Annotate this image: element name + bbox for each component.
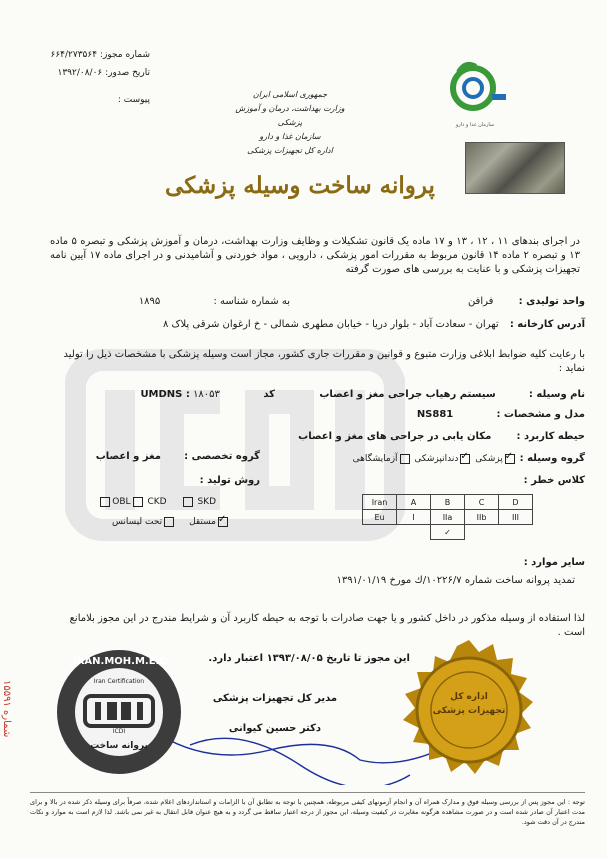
group-option-dental: دندانپزشکی — [414, 454, 459, 464]
ministry-header — [230, 88, 350, 158]
attachment-block — [30, 94, 150, 107]
footer-statement: لذا استفاده از وسیله مذکور در داخل کشور و یا جهت صادرات با توجه به حیطه کاربرد آن و شرایط مندرج در این مجوز بلامانع است . — [69, 613, 585, 638]
usage-row — [250, 430, 585, 444]
ministry-line-3: سازمان غذا و دارو — [259, 132, 321, 141]
signatory-name: دکتر حسین کیوانی — [228, 723, 322, 734]
method-options-2 — [90, 516, 230, 529]
method-label: روش تولید : — [199, 475, 260, 486]
other-items-label-row — [300, 556, 585, 570]
other-items-label: سایر موارد : — [523, 557, 585, 568]
group-option-medical: پزشکی — [475, 454, 503, 464]
umdns-label: کد UMDNS : — [140, 389, 275, 400]
specialty-label: گروه تخصصی : — [184, 451, 260, 462]
risk-row-iran — [363, 495, 533, 510]
checkbox-dental — [460, 454, 470, 464]
national-id-value: ۱۸۹۵ — [138, 296, 161, 307]
document-title: پروانه ساخت وسیله پزشکی — [165, 172, 435, 199]
side-serial-number: ۱۵۵۹۱ شماره — [1, 680, 12, 738]
model-value: NS881 — [416, 409, 454, 420]
method-ckd: CKD — [147, 497, 167, 507]
validity-statement: این مجوز تا تاریخ ۱۳۹۳/۰۸/۰۵ اعتبار دارد. — [208, 653, 410, 664]
risk-cell: III — [499, 510, 533, 525]
checkbox-skd — [100, 497, 110, 507]
intro-paragraph: در اجرای بندهای ۱۱ ، ۱۲ ، ۱۳ و ۱۷ ماده یک قانون تشکیلات و وظایف وزارت بهداشت، درمان و آموزش پزشکی و تبصره ۵ ماده ۱۳ و تبصره ۲ ماده ۱۴ قانون مربوط به مقررات امور پزشکی ، دارویی ، مواد خوردنی و آشامیدنی و در اجرای ماده ۱۷ آیین نامه تجهیزات پزشکی و با عنایت به بررسی های صورت گرفته — [50, 236, 580, 275]
fdo-emblem-icon — [440, 58, 510, 118]
address-label: آدرس کارخانه : — [509, 319, 585, 330]
checkbox-licensed — [164, 517, 174, 527]
checkbox-independent — [218, 517, 228, 527]
fdo-logo-caption: سازمان غذا و دارو — [455, 122, 495, 128]
ministry-line-4: اداره کل تجهیزات پزشکی — [247, 146, 333, 155]
risk-cell: C — [465, 495, 499, 510]
ministry-line-2: وزارت بهداشت، درمان و آموزش پزشکی — [235, 104, 345, 127]
note-text: توجه : این مجوز پس از بررسی وسیله فوق و مدارک همراه آن و انجام آزمونهای کیفی مربوطه، همچنین با توجه به تطابق آن با الزامات و استانداردهای اعلام شده، صرفاً برای وسیله ذکر شده در بالا و برای مدت اعتبار آن صادر شده است و در صورت مشاهده هرگونه مغایرت در کیفیت وسیله، این مجوز از درجه اعتبار ساقط می گردد و به هیچ عنوان قابل انتقال به غیر نمی باشد. لذا لازم است به موارد و نکات مندرج در آن دقت شود. — [30, 798, 585, 826]
stamp-cert-text: Iran Certification — [93, 678, 145, 685]
risk-class-row — [480, 474, 585, 488]
stamp-top-text: IRAN.MOH.M.E.D — [73, 656, 168, 667]
risk-cell: B — [431, 495, 465, 510]
risk-class-label: کلاس خطر : — [523, 475, 585, 486]
ministry-line-1: جمهوری اسلامی ایران — [252, 90, 328, 99]
hologram-sticker — [465, 142, 565, 194]
risk-class-table — [362, 494, 533, 540]
method-skd: SKD — [197, 497, 216, 507]
permit-number-block — [30, 49, 150, 62]
attachment-label: پیوست : — [117, 95, 150, 105]
checkbox-medical — [505, 454, 515, 464]
risk-cell: Iran — [363, 495, 397, 510]
risk-row-check — [363, 525, 533, 540]
device-name-row — [250, 388, 585, 402]
umdns-value: ۱۸۰۵۳ — [193, 389, 220, 400]
national-id-label: به شماره شناسه : — [213, 296, 290, 307]
permit-number-label: شماره مجوز: — [99, 50, 150, 60]
risk-cell: A — [397, 495, 431, 510]
producer-value: فرافن — [467, 296, 494, 307]
other-items-text: تمدید پروانه ساخت شماره ۱۰۲۲۶/۷/ك مورخ ۱۳۹۱/۰۱/۱۹ — [336, 575, 575, 586]
gold-seal — [395, 638, 543, 786]
stamp-logo-text: ICDI — [112, 728, 126, 735]
checkbox-ckd — [183, 497, 193, 507]
iran-certification-stamp — [55, 648, 183, 776]
producer-label: واحد تولیدی : — [518, 296, 585, 307]
checkbox-lab — [400, 454, 410, 464]
model-label: مدل و مشخصات : — [496, 409, 585, 420]
umdns-row — [95, 388, 275, 402]
stamp-caption: پروانه ساخت — [90, 741, 148, 751]
usage-label: حیطه کاربرد : — [516, 431, 585, 442]
usage-value: مکان یابی در جراحی های مغز و اعصاب — [298, 431, 492, 442]
compliance-text: با رعایت کلیه ضوابط ابلاغی وزارت متبوع و قوانین و مقررات جاری کشور، مجاز است وسیله پزشکی با مشخصات ذیل را تولید نماید : — [63, 349, 585, 374]
checkbox-obl — [133, 497, 143, 507]
group-option-lab: آزمایشگاهی — [352, 454, 398, 464]
risk-row-eu — [363, 510, 533, 525]
method-independent: مستقل — [189, 517, 216, 527]
method-obl: OBL — [112, 497, 131, 507]
gold-seal-text: اداره کل تجهیزات پزشکی — [432, 692, 506, 716]
risk-cell: IIa — [431, 510, 465, 525]
issue-date-label: تاریخ صدور: — [105, 68, 150, 78]
address-value: تهران - سعادت آباد - بلوار دریا - خیابان مطهری شمالی - خ ارغوان شرقی پلاک ۸ — [162, 319, 499, 330]
model-row — [250, 408, 585, 422]
signatory-role: مدیر کل تجهیزات پزشکی — [212, 693, 338, 704]
device-name-value: سیستم رهیاب جراحی مغز و اعصاب — [319, 389, 496, 400]
address-row — [40, 318, 585, 332]
risk-cell: I — [397, 510, 431, 525]
risk-cell: Eu — [363, 510, 397, 525]
issue-date: ۱۳۹۲/۰۸/۰۶ — [57, 68, 103, 78]
issue-date-block — [30, 67, 150, 80]
certification-seal-icon — [55, 648, 183, 776]
device-name-label: نام وسیله : — [528, 389, 585, 400]
permit-number: ۶۶۴/۲۷۳۵۶۴ — [50, 50, 98, 60]
specialty-value: مغز و اعصاب — [95, 451, 161, 462]
method-options-1 — [70, 496, 230, 509]
risk-check-mark: ✓ — [431, 525, 465, 540]
risk-cell: D — [499, 495, 533, 510]
device-group-label: گروه وسیله : — [519, 453, 585, 464]
device-group-row — [280, 452, 585, 466]
risk-cell: IIb — [465, 510, 499, 525]
fdo-logo — [440, 58, 510, 128]
note-divider — [30, 792, 585, 793]
national-id-row — [110, 295, 290, 309]
method-row — [150, 474, 260, 488]
method-licensed: تحت لیسانس — [111, 517, 163, 527]
specialty-row — [70, 450, 260, 464]
